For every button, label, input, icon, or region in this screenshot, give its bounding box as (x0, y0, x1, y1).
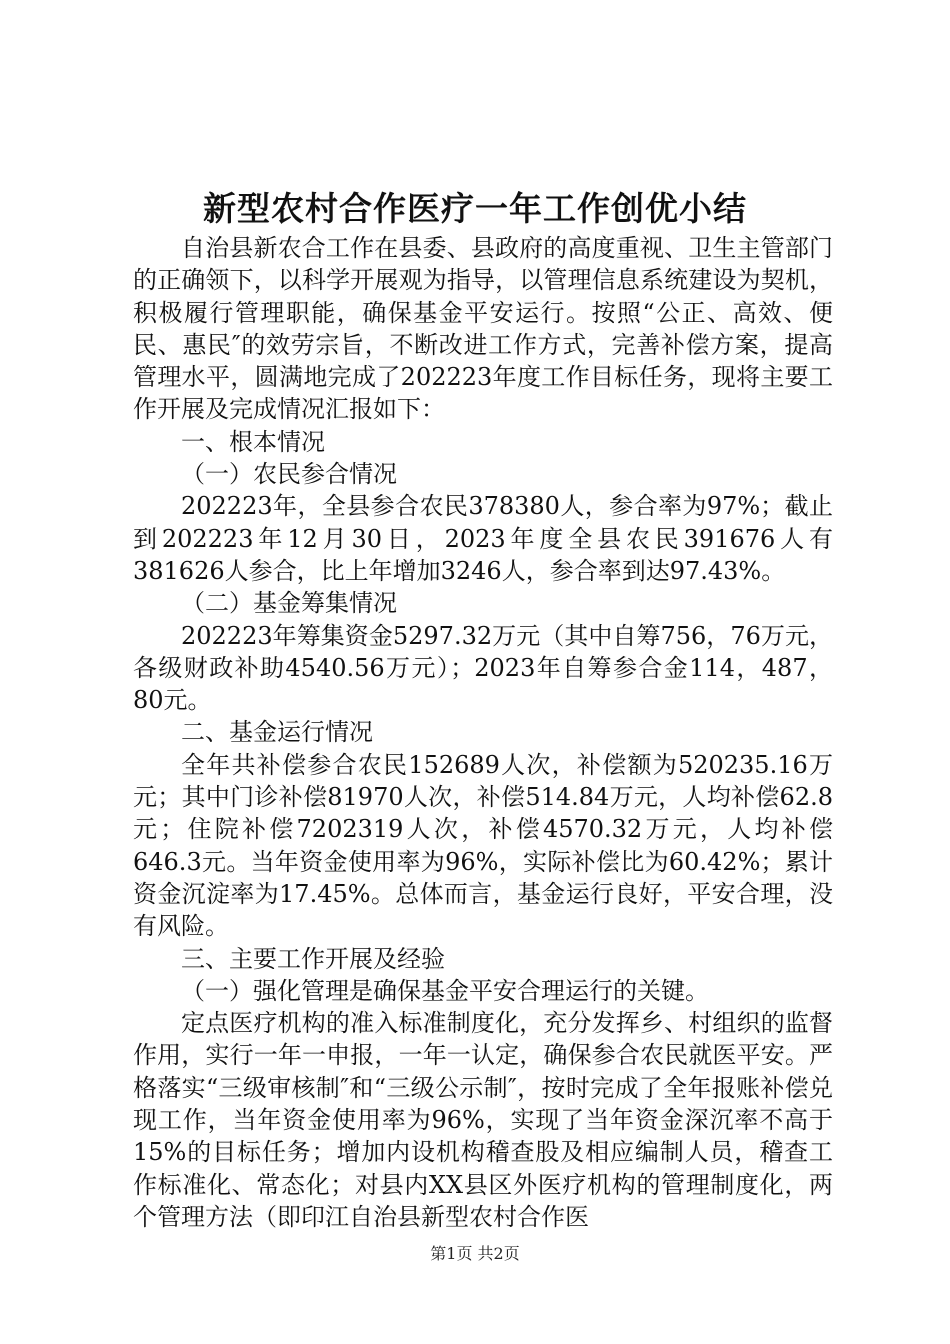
paragraph-fund-operation: 全年共补偿参合农民152689人次，补偿额为520235.16万元；其中门诊补偿81970人次，补偿514.84万元，人均补偿62.8元；住院补偿7202319人次，补偿4570.32万元，人均补偿646.3元。当年资金使用率为96%，实际补偿比为60.42%；累计资金沉淀率为17.45%。总体而言，基金运行良好，平安合理，没有风险。 (133, 750, 833, 941)
subsection-heading-fund-raising: （二）基金筹集情况 (181, 589, 397, 618)
paragraph-fund-raising: 202223年筹集资金5297.32万元（其中自筹756，76万元，各级财政补助4540.56万元）；2023年自筹参合金114，487，80元。 (133, 621, 833, 715)
paragraph-enrollment: 202223年，全县参合农民378380人，参合率为97%；截止到202223年12月30日，2023年度全县农民391676人有381626人参合，比上年增加3246人，参合率到达97.43%。 (133, 492, 833, 585)
section-heading-fund-operation: 二、基金运行情况 (181, 718, 373, 747)
paragraph-intro: 自治县新农合工作在县委、县政府的高度重视、卫生主管部门的正确领下，以科学开展观为指导，以管理信息系统建设为契机，积极履行管理职能，确保基金平安运行。按照“公正、高效、便民、惠民″的效劳宗旨，不断改进工作方式，完善补偿方案，提高管理水平，圆满地完成了202223年度工作目标任务，现将主要工作开展及完成情况汇报如下： (133, 234, 833, 424)
subsection-heading-strengthen-management: （一）强化管理是确保基金平安合理运行的关键。 (181, 976, 709, 1005)
section-heading-basic-situation: 一、根本情况 (181, 427, 325, 456)
paragraph-management: 定点医疗机构的准入标准制度化，充分发挥乡、村组织的监督作用，实行一年一申报，一年一认定，确保参合农民就医平安。严格落实“三级审核制″和“三级公示制″，按时完成了全年报账补偿兑现工作，当年资金使用率为96%，实现了当年资金深沉率不高于15%的目标任务；增加内设机构稽查股及相应编制人员，稽查工作标准化、常态化；对县内XX县区外医疗机构的管理制度化，两个管理方法（即印江自治县新型农村合作医 (133, 1009, 833, 1231)
document-title: 新型农村合作医疗一年工作创优小结 (203, 189, 747, 228)
page-footer: 第1页 共2页 (430, 1244, 520, 1263)
subsection-heading-farmer-enrollment: （一）农民参合情况 (181, 460, 397, 489)
document-body (133, 232, 833, 1233)
section-heading-main-work: 三、主要工作开展及经验 (181, 944, 445, 973)
